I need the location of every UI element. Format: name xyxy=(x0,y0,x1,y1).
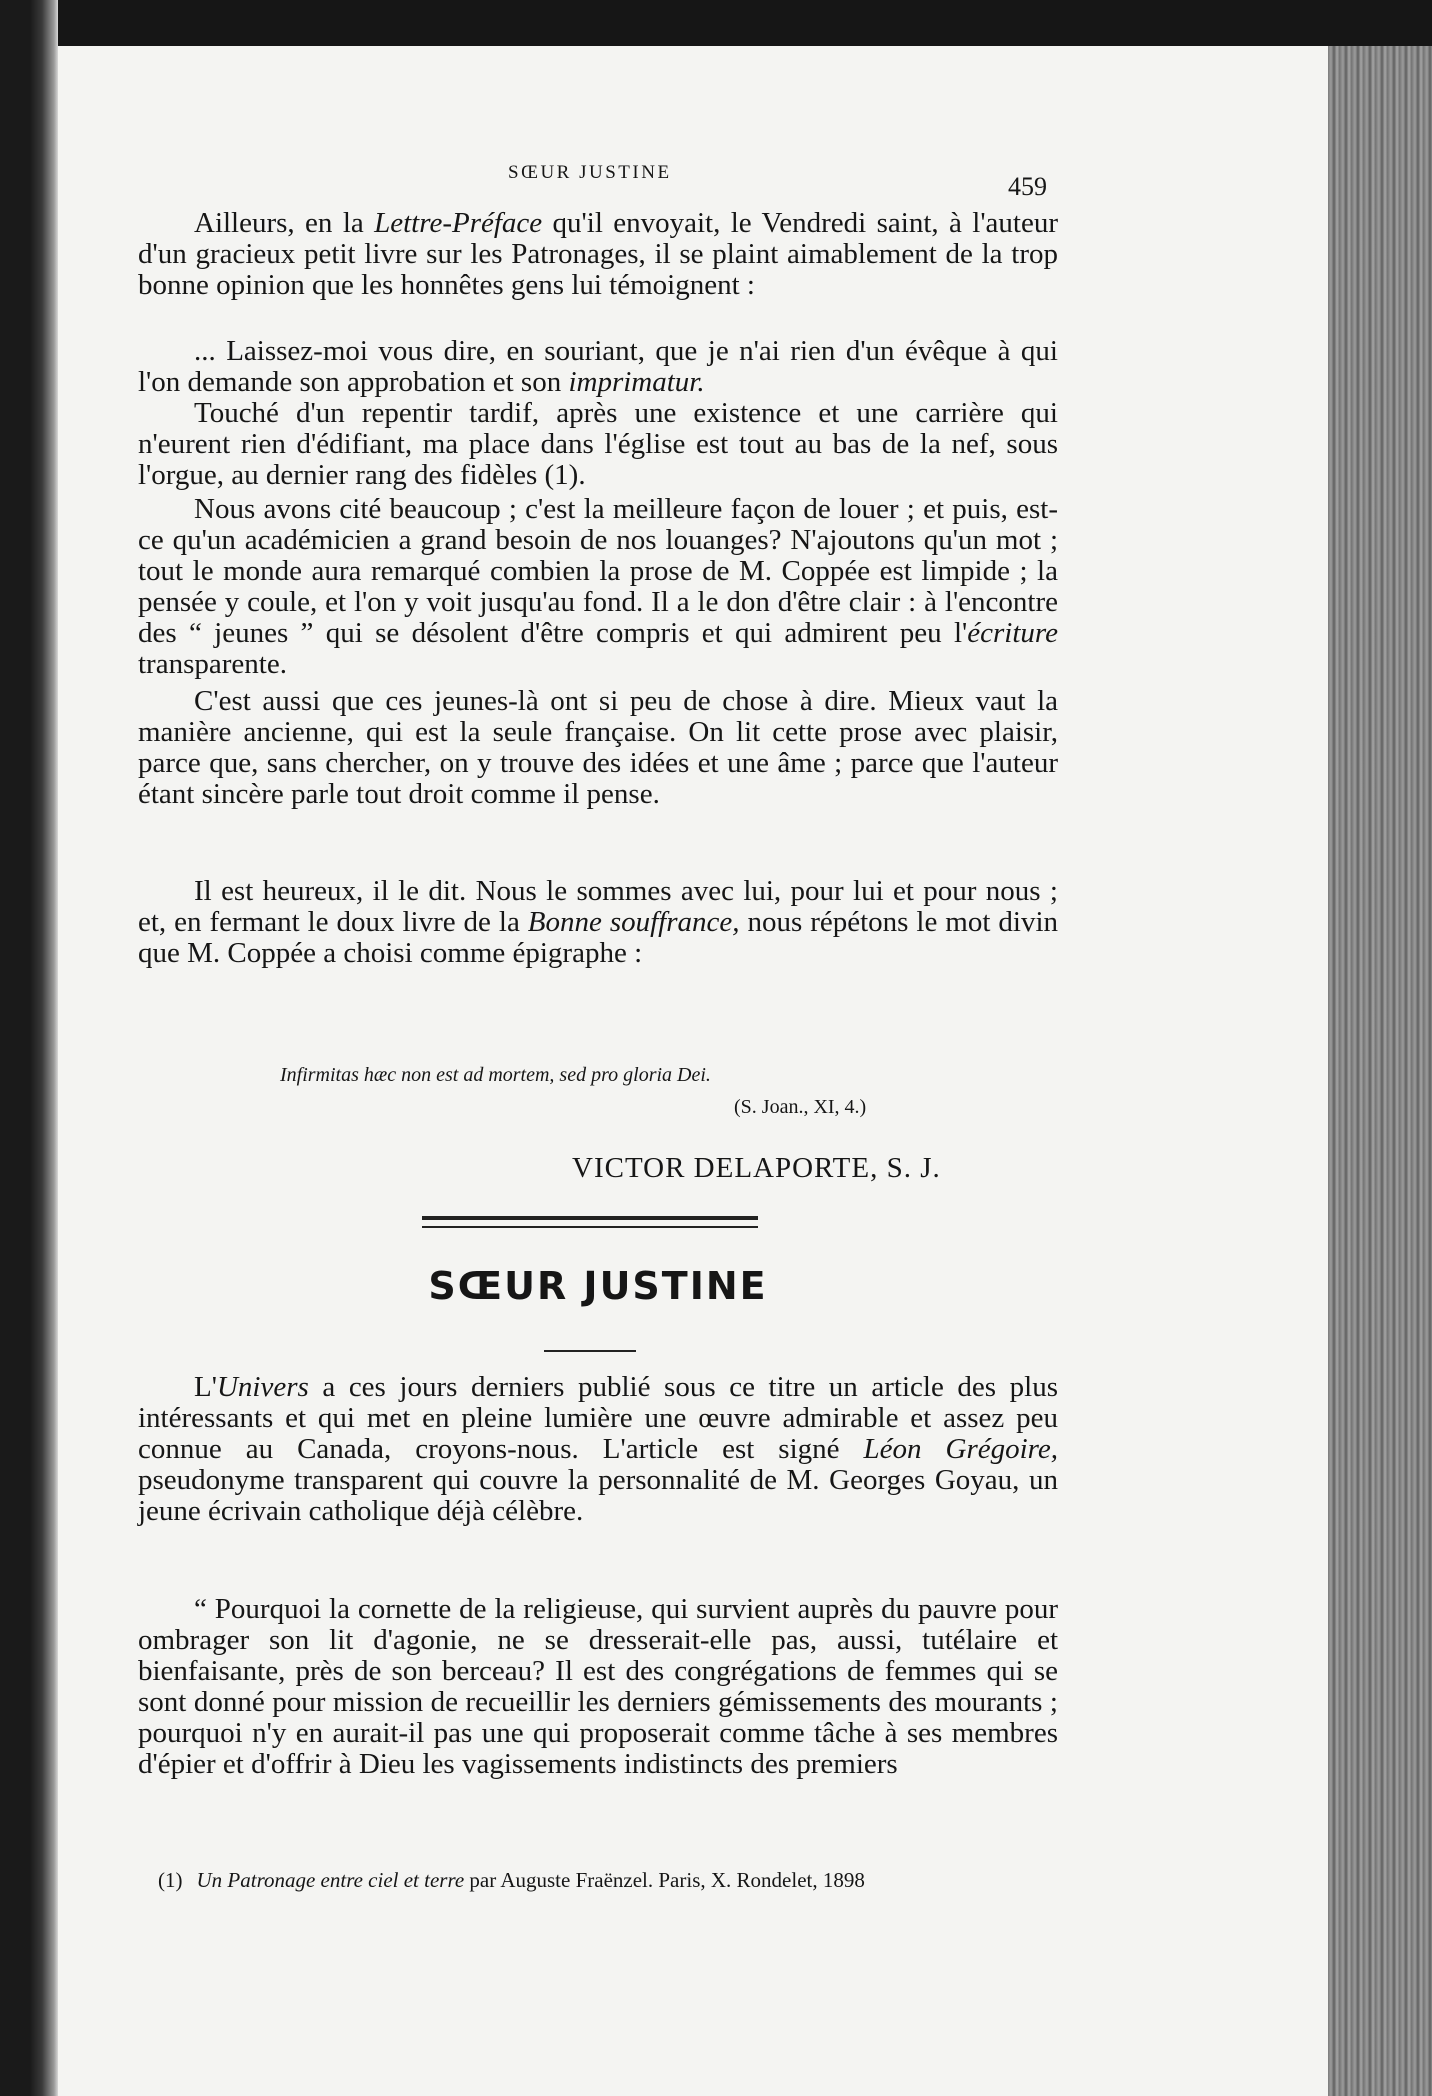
footnote xyxy=(158,1868,865,1893)
footnote-text: par Auguste Fraënzel. Paris, X. Rondelet, 1898 xyxy=(464,1868,865,1892)
section-divider-thick xyxy=(422,1216,758,1220)
paragraph-lettre-preface: Ailleurs, en la Lettre-Préface qu'il envoyait, le Vendredi saint, à l'auteur d'un gracieux petit livre sur les Patronages, il se plaint aimablement de la trop bonne opinion que les honnêtes gens lui témoignent : xyxy=(138,207,1058,301)
book-page xyxy=(58,46,1328,2096)
page-edges xyxy=(1316,46,1432,2096)
epigraph-latin: Infirmitas hæc non est ad mortem, sed pro gloria Dei. xyxy=(280,1064,711,1086)
running-head: SŒUR JUSTINE xyxy=(508,162,672,183)
scan-top-border xyxy=(0,0,1432,46)
page-number: 459 xyxy=(1008,172,1047,201)
footnote-number: (1) xyxy=(158,1868,183,1892)
footnote-title: Un Patronage entre ciel et terre xyxy=(196,1868,465,1892)
paragraph-univers: L'Univers a ces jours derniers publié sous ce titre un article des plus intéressants et qui met en pleine lumière une œuvre admirable et assez peu connue au Canada, croyons-nous. L'article est signé Léon Grégoire, pseudonyme transparent qui couvre la personnalité de M. Georges Goyau, un jeune écrivain catholique déjà célèbre. xyxy=(138,1371,1058,1527)
title-underline xyxy=(544,1350,636,1352)
paragraph-bonne-souffrance: Il est heureux, il le dit. Nous le sommes avec lui, pour lui et pour nous ; et, en fermant le doux livre de la Bonne souffrance, nous répétons le mot divin que M. Coppée a choisi comme épigraphe : xyxy=(138,875,1059,969)
section-title: SŒUR JUSTINE xyxy=(428,1264,768,1308)
author-signature: VICTOR DELAPORTE, S. J. xyxy=(572,1152,941,1184)
section-divider-thin xyxy=(422,1226,758,1228)
paragraph-cornette: “ Pourquoi la cornette de la religieuse, qui survient auprès du pauvre pour ombrager son lit d'agonie, ne se dresserait-elle pas, aussi, tutélaire et bienfaisante, près de son berceau? Il est des congrégations de femmes qui se sont donné pour mission de recueillir les derniers gémissements des mourants ; pourquoi n'y en aurait-il pas une qui proposerait comme tâche à ses membres d'épier et d'offrir à Dieu les vagissements indistincts des premiers xyxy=(138,1593,1058,1780)
paragraph-jeunes: C'est aussi que ces jeunes-là ont si peu de chose à dire. Mieux vaut la manière ancienne, qui est la seule française. On lit cette prose avec plaisir, parce que, sans chercher, on y trouve des idées et une âme ; parce que l'auteur étant sincère parle tout droit comme il pense. xyxy=(138,685,1058,810)
epigraph-reference: (S. Joan., XI, 4.) xyxy=(734,1096,867,1118)
book-gutter xyxy=(0,0,58,2096)
quoted-letter: ... Laissez-moi vous dire, en souriant, que je n'ai rien d'un évêque à qui l'on demande son approbation et son imprimatur. Touché d'un repentir tardif, après une existence et une carrière qui n'eurent rien d'édifiant, ma place dans l'église est tout au bas de la nef, sous l'orgue, au dernier rang des fidèles (1). xyxy=(138,335,1058,491)
paragraph-louanges: Nous avons cité beaucoup ; c'est la meilleure façon de louer ; et puis, est-ce qu'un académicien a grand besoin de nos louanges? N'ajoutons qu'un mot ; tout le monde aura remarqué combien la prose de M. Coppée est limpide ; la pensée y coule, et l'on y voit jusqu'au fond. Il a le don d'être clair : à l'encontre des “ jeunes ” qui se désolent d'être compris et qui admirent peu l'écriture transparente. xyxy=(138,493,1058,680)
